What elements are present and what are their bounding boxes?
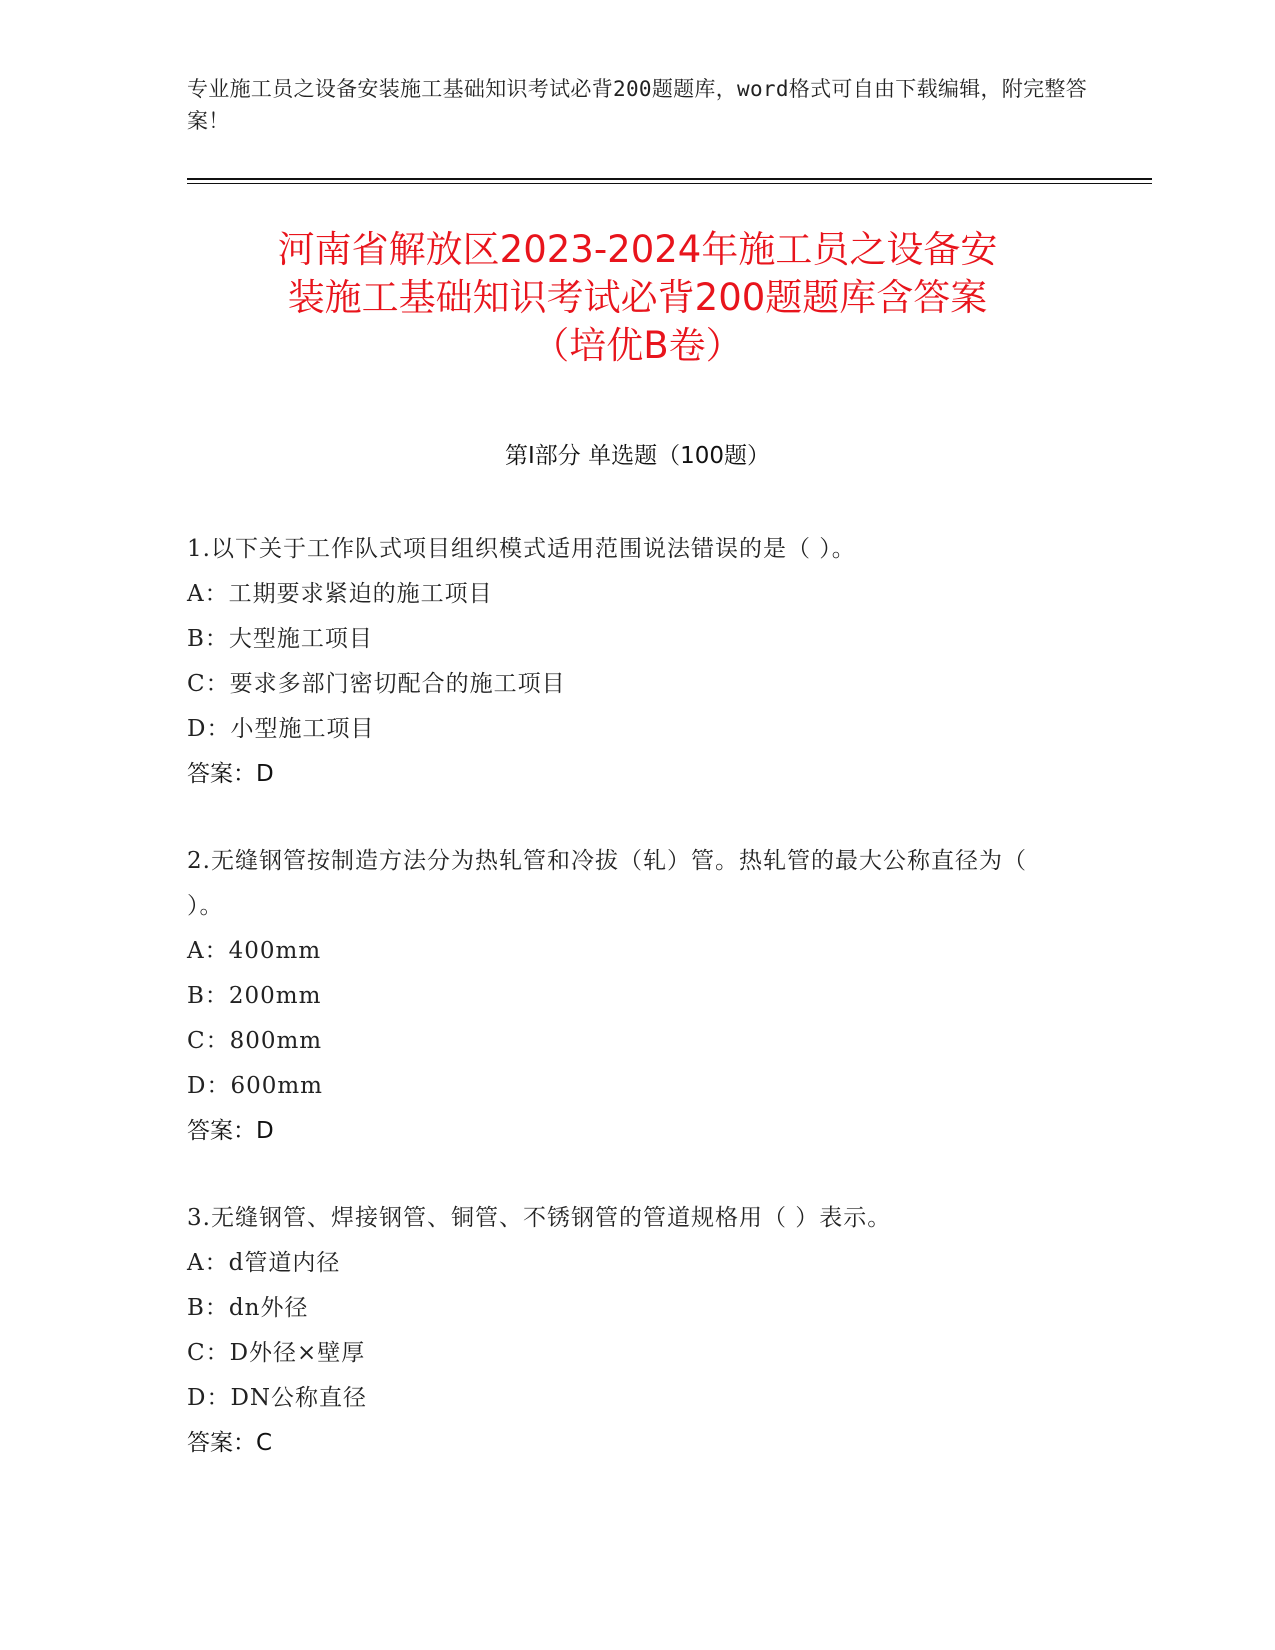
option-d: D：600mm: [187, 1073, 323, 1099]
header-divider-thick: [187, 178, 1152, 180]
answer: 答案：D: [187, 761, 274, 787]
title-line-1: 河南省解放区2023-2024年施工员之设备安: [277, 228, 998, 271]
document-title: [150, 226, 1125, 370]
option-b: B：大型施工项目: [187, 626, 373, 652]
question-item: [187, 1196, 1067, 1466]
question-stem: 3.无缝钢管、焊接钢管、铜管、不锈钢管的管道规格用（ ）表示。: [187, 1205, 892, 1231]
option-d: D：小型施工项目: [187, 716, 375, 742]
option-b: B：200mm: [187, 983, 322, 1009]
option-a: A：d管道内径: [187, 1250, 341, 1276]
question-list: [187, 527, 1067, 1508]
option-a: A：400mm: [187, 938, 322, 964]
header-note: 专业施工员之设备安装施工基础知识考试必背200题题库，word格式可自由下载编辑，附完整答案！: [187, 77, 1087, 133]
option-c: C：800mm: [187, 1028, 323, 1054]
option-c: C：要求多部门密切配合的施工项目: [187, 671, 566, 697]
option-c: C：D外径×壁厚: [187, 1340, 366, 1366]
option-a: A：工期要求紧迫的施工项目: [187, 581, 493, 607]
question-stem: 2.无缝钢管按制造方法分为热轧管和冷拔（轧）管。热轧管的最大公称直径为（ ）。: [187, 848, 1027, 919]
title-line-2: 装施工基础知识考试必背200题题库含答案: [287, 276, 988, 319]
answer: 答案：C: [187, 1430, 273, 1456]
header-divider-thin: [187, 183, 1152, 184]
option-d: D：DN公称直径: [187, 1385, 368, 1411]
question-item: [187, 839, 1067, 1154]
question-item: [187, 527, 1067, 797]
answer: 答案：D: [187, 1118, 274, 1144]
option-b: B：dn外径: [187, 1295, 309, 1321]
title-line-3: （培优B卷）: [532, 324, 743, 367]
section-title: 第Ⅰ部分 单选题（100题）: [505, 443, 770, 469]
question-stem: 1.以下关于工作队式项目组织模式适用范围说法错误的是（ ）。: [187, 536, 856, 562]
